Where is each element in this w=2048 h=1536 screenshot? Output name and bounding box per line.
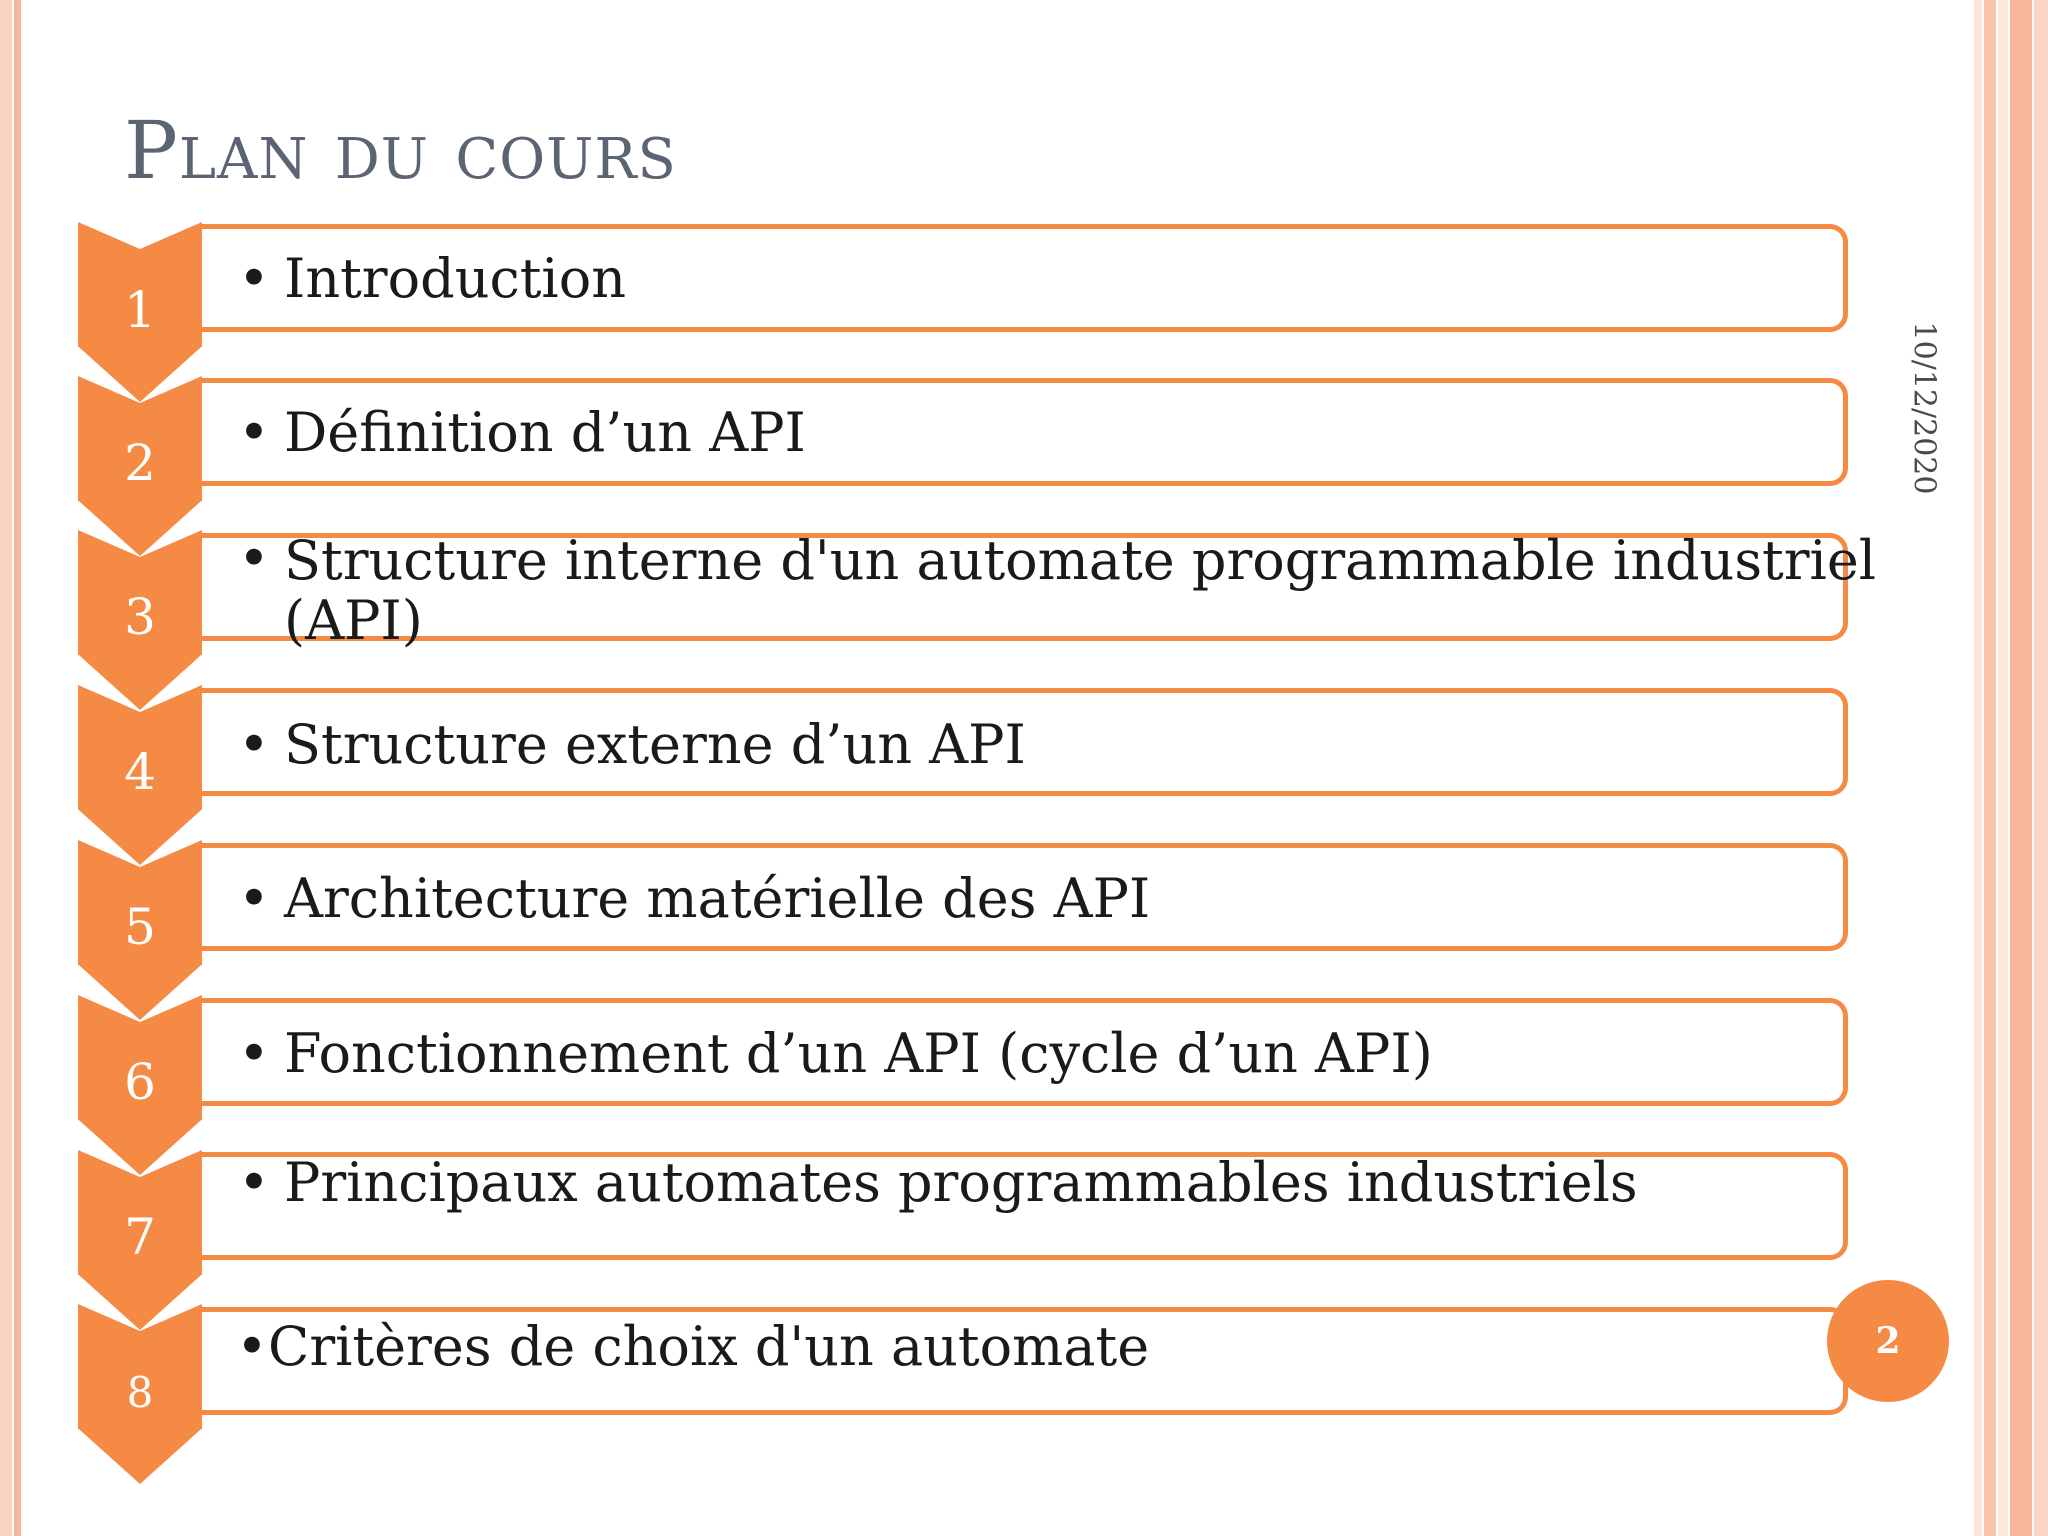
step-number-8: 8 [126, 1368, 154, 1417]
bullet-icon: • [238, 401, 270, 464]
step-number-4: 4 [124, 743, 156, 801]
list-item-text-7: Principaux automates programmables industriels [284, 1151, 1638, 1214]
left-border-stripe-inner [14, 0, 21, 1536]
list-item-text-5: Architecture matérielle des API [284, 867, 1151, 930]
page-number-badge: 2 [1827, 1280, 1949, 1402]
bullet-icon: • [238, 713, 270, 776]
list-item-text-4: Structure externe d’un API [284, 713, 1026, 776]
step-number-2: 2 [124, 434, 156, 492]
bullet-icon: • [238, 527, 270, 590]
step-number-6: 6 [124, 1053, 156, 1111]
slide-title: Plan du cours [124, 104, 677, 197]
left-border-stripe [0, 0, 12, 1536]
step-number-1: 1 [124, 281, 156, 339]
slide-date: 10/12/2020 [1906, 321, 1942, 495]
step-number-5: 5 [124, 898, 156, 956]
list-item-text-3-line2: (API) [284, 589, 423, 652]
bullet-icon: • [236, 1315, 268, 1378]
right-decorative-border [1974, 0, 2048, 1536]
list-item-text-2: Définition d’un API [284, 401, 806, 464]
step-number-3: 3 [124, 588, 156, 646]
bullet-icon: • [238, 867, 270, 930]
list-item-text-6: Fonctionnement d’un API (cycle d’un API) [284, 1022, 1433, 1085]
bullet-icon: • [238, 1151, 270, 1214]
list-item-text-1: Introduction [284, 247, 626, 310]
list-item-text-3: Structure interne d'un automate programmable industriel [284, 529, 1877, 592]
step-number-7: 7 [124, 1208, 156, 1266]
bullet-icon: • [238, 247, 270, 310]
list-item-text-8: Critères de choix d'un automate [268, 1315, 1150, 1378]
bullet-icon: • [238, 1022, 270, 1085]
